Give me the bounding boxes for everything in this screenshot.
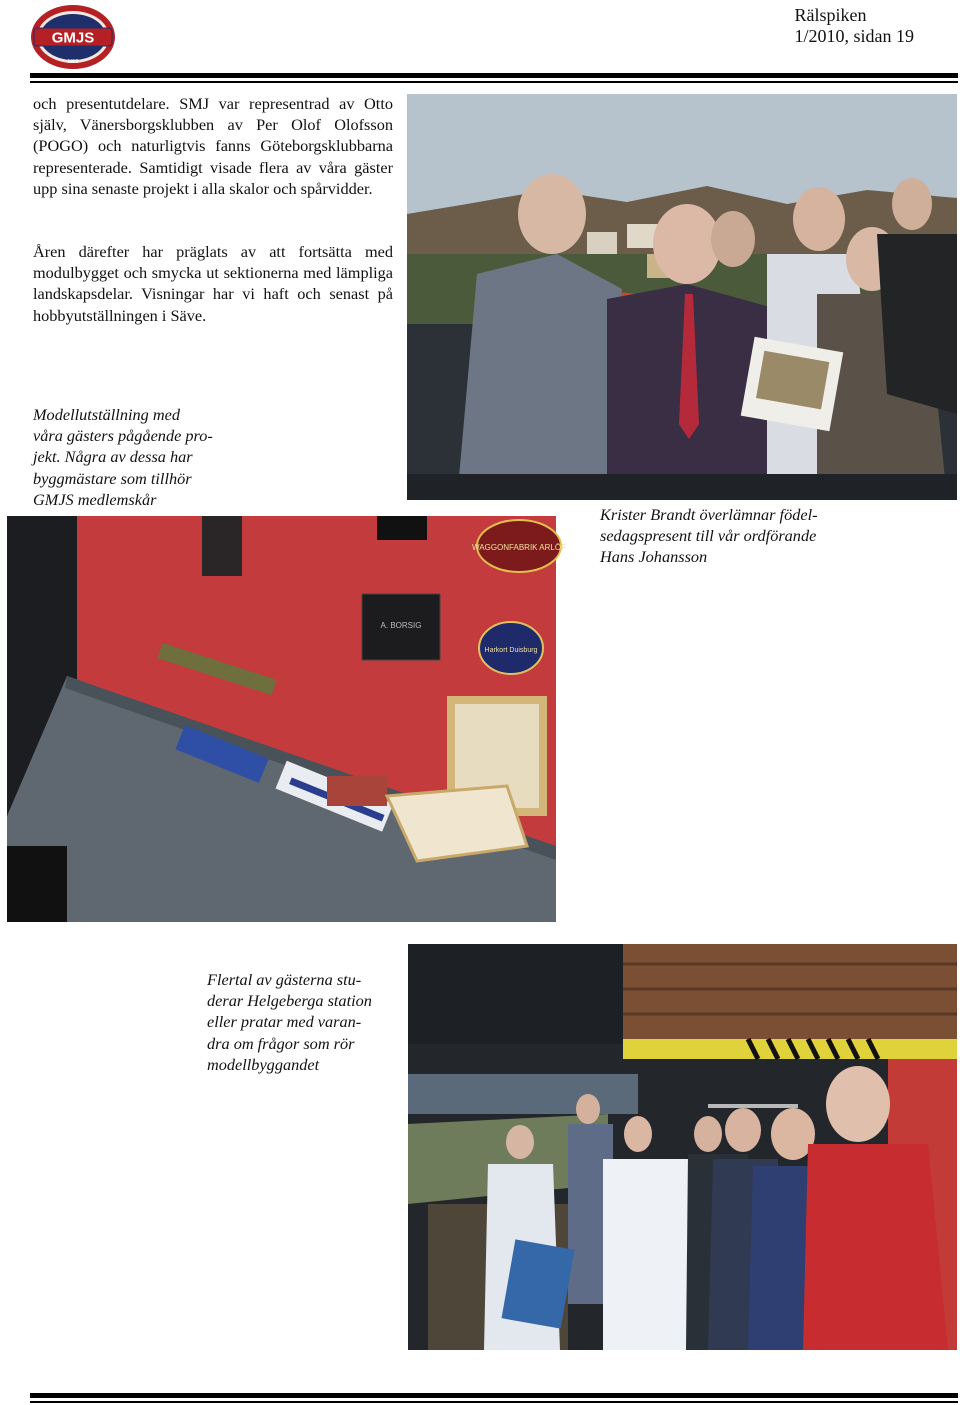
header-rule-thick [30,73,958,78]
photo-helgeberga-station [408,944,957,1350]
footer-rule-thin [30,1401,958,1403]
sign-harkort: Harkort Duisburg [484,647,538,654]
sign-waggonfabrik: WAGGONFABRIK ARLÖF [472,543,566,552]
photo-model-exhibition [7,516,566,922]
club-logo [30,4,116,70]
header-rule-thin [30,81,958,83]
photo-gift-presentation [407,94,957,500]
issue-page-number: 1/2010, sidan 19 [794,26,914,46]
caption-exhibition: Modellutställning med våra gästers pågående pro- jekt. Några av dessa har byggmästare som tillhör GMJS medlemskår [33,405,213,509]
footer-rule-thick [30,1393,958,1398]
logo-text: GMJS [51,29,95,47]
caption-presentation: Krister Brandt överlämnar födel- sedagspresent till vår ordförande Hans Johansson [600,505,818,567]
sign-borsig: A. BORSIG [380,621,422,630]
body-paragraph-2: Åren därefter har präglats av att fortsätta med modulbygget och smycka ut sektionerna med lämpliga landskapsdelar. Visningar har vi haft och senast på hobbyutställningen i Säve. [33,242,393,325]
logo-year: 1955 [67,59,79,65]
gmjs-logo-emblem [30,4,116,70]
page-header [795,5,915,47]
publication-name: Rälspiken [794,5,867,25]
caption-station: Flertal av gästerna stu- derar Helgeberga station eller pratar med varan- dra om frågor som rör modellbyggandet [207,970,372,1074]
body-paragraph-1: och presentutdelare. SMJ var representrad av Otto själv, Vänersborgsklubben av Per Olof Olofsson (POGO) och naturligtvis fanns Göteborgsklubbarna representerade. Samtidigt visade flera av våra gäster upp sina senaste projekt i alla skalor och spårvidder. [33,94,393,198]
